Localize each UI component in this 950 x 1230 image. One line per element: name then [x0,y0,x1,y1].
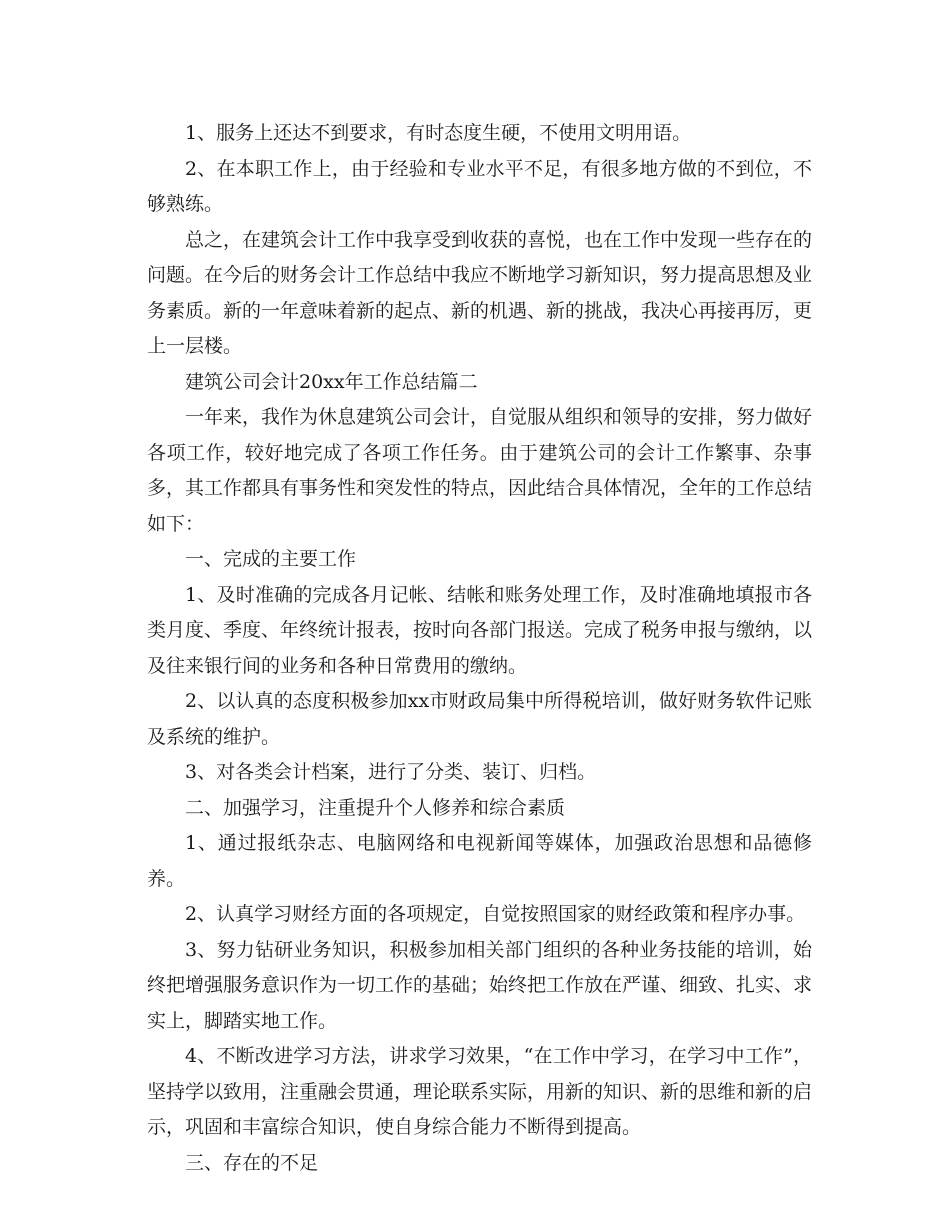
paragraph-archives: 3、对各类会计档案，进行了分类、装订、归档。 [185,761,597,783]
paragraph-skills-training: 3、努力钻研业务知识，积极参加相关部门组织的各种业务技能的培训，始终把增强服务意识作为一切工作的基础；始终把工作放在严谨、细致、扎实、求实上，脚踏实地工作。 [147,938,813,1032]
paragraph-bookkeeping: 1、及时准确的完成各月记帐、结帐和账务处理工作，及时准确地填报市各类月度、季度、年终统计报表，按时向各部门报送。完成了税务申报与缴纳，以及往来银行间的业务和各种日常费用的缴纳。 [147,583,813,677]
paragraph-media-study: 1、通过报纸杂志、电脑网络和电视新闻等媒体，加强政治思想和品德修养。 [147,832,812,890]
paragraph-service-shortcoming: 1、服务上还达不到要求，有时态度生硬，不使用文明用语。 [185,122,692,144]
heading-study: 二、加强学习，注重提升个人修养和综合素质 [185,796,566,819]
paragraph-learning-methods: 4、不断改进学习方法，讲求学习效果，“在工作中学习，在学习中工作”，坚持学以致用，注重融会贯通，理论联系实际，用新的知识、新的思维和新的启示，巩固和丰富综合知识，使自身综合能力不断得到提高。 [147,1045,813,1138]
document-body [147,116,812,1181]
paragraph-conclusion: 总之，在建筑会计工作中我享受到收获的喜悦，也在工作中发现一些存在的问题。在今后的财务会计工作总结中我应不断地学习新知识，努力提高思想及业务素质。新的一年意味着新的起点、新的机遇、新的挑战，我决心再接再厉，更上一层楼。 [147,228,813,357]
paragraph-regulations: 2、认真学习财经方面的各项规定，自觉按照国家的财经政策和程序办事。 [185,903,806,925]
heading-main-work: 一、完成的主要工作 [185,548,357,570]
paragraph-work-experience: 2、在本职工作上，由于经验和专业水平不足，有很多地方做的不到位，不够熟练。 [147,157,812,215]
section-title-part-two: 建筑公司会计20xx年工作总结篇二 [185,370,478,393]
heading-shortcomings: 三、存在的不足 [185,1151,319,1174]
paragraph-intro: 一年来，我作为休息建筑公司会计，自觉服从组织和领导的安排，努力做好各项工作，较好地完成了各项工作任务。由于建筑公司的会计工作繁事、杂事多，其工作都具有事务性和突发性的特点，因此结合具体情况，全年的工作总结如下： [147,406,813,535]
paragraph-tax-training: 2、以认真的态度积极参加xx市财政局集中所得税培训，做好财务软件记账及系统的维护。 [147,690,812,748]
